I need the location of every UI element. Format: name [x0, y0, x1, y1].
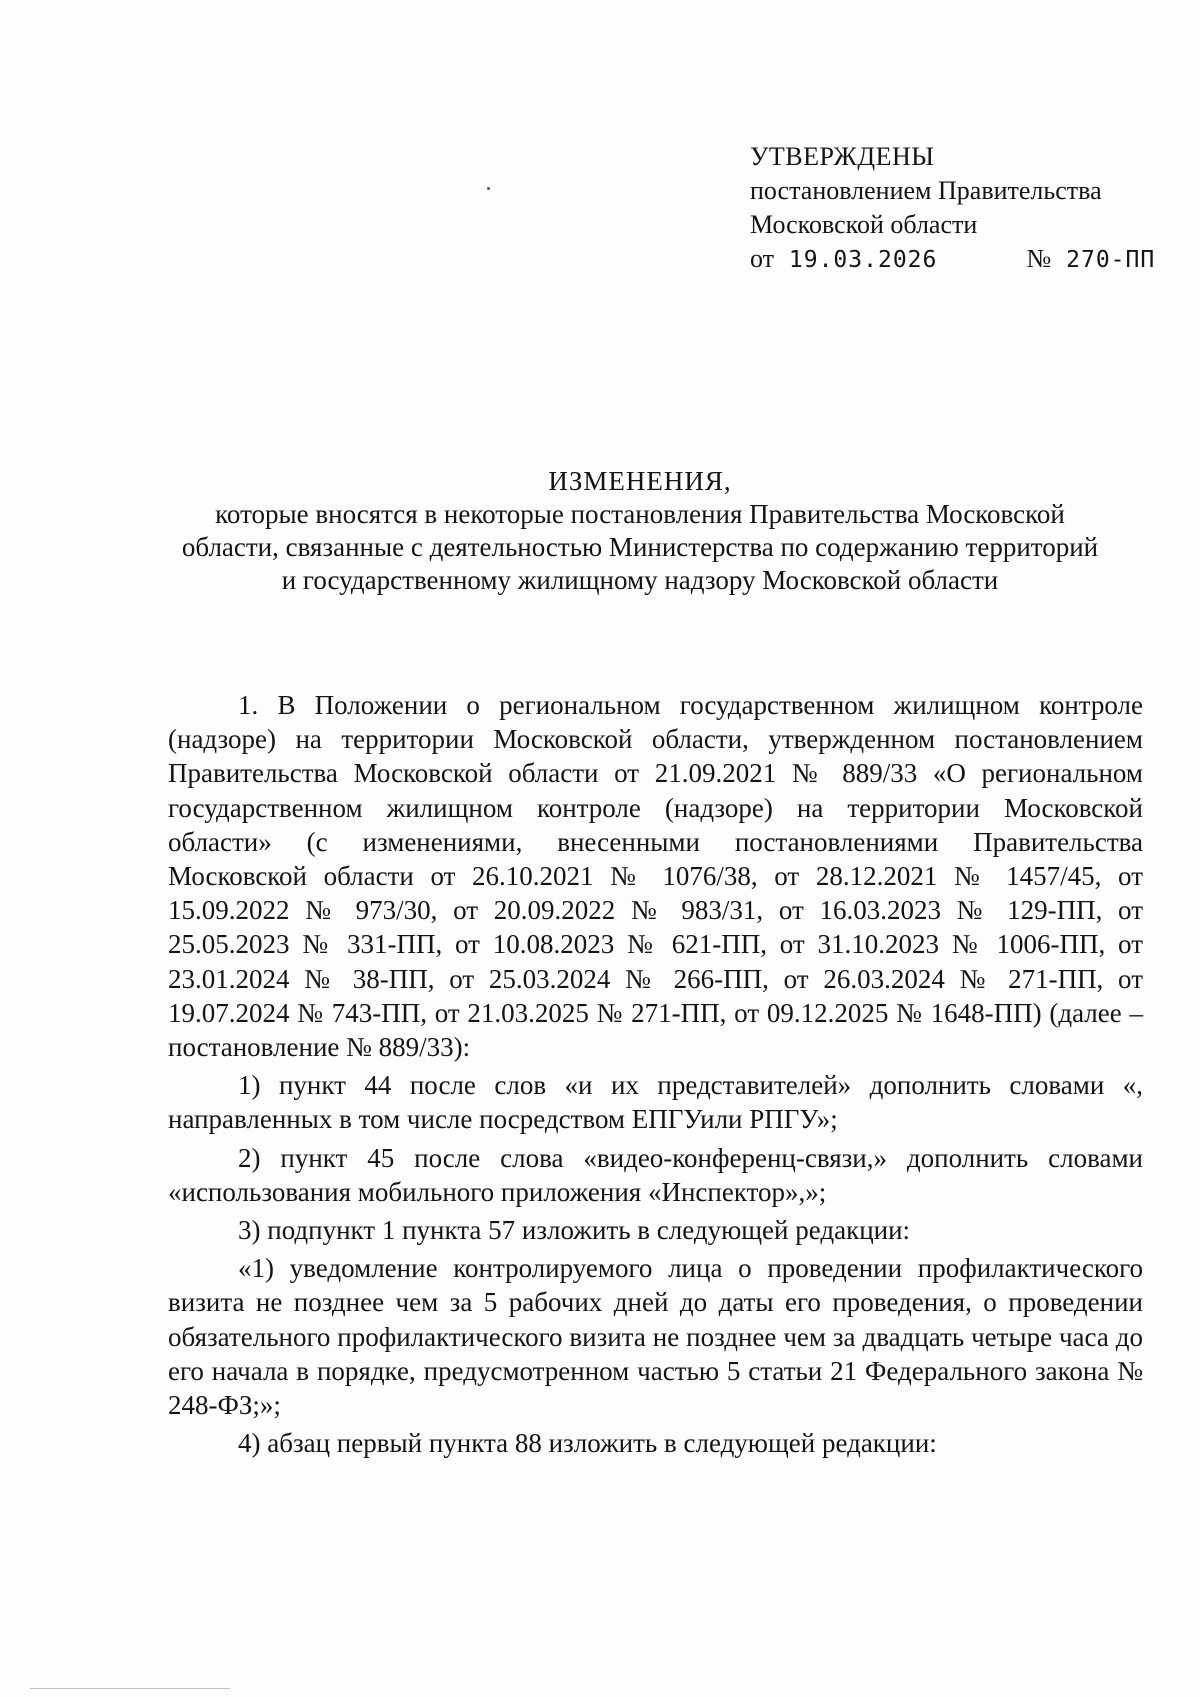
approval-stamp: [750, 140, 1160, 277]
amendment-item-4: 4) абзац первый пункта 88 изложить в следующей редакции:: [238, 1428, 937, 1459]
document-heading: [140, 465, 1140, 597]
paragraph-1: 1. В Положении о региональном государственном жилищном контроле (надзоре) на территории Московской области, утвержденном постановлением Правительства Московской области от 21.09.2021 № 889/33 «О региональном государственном жилищном контроле (надзоре) на территории Московской области» (с изменениями, внесенными постановлениями Правительства Московской области от 26.10.2021 № 1076/38, от 28.12.2021 № 1457/45, от 15.09.2022 № 973/30, от 20.09.2022 № 983/31, от 16.03.2023 № 129-ПП, от 25.05.2023 № 331-ПП, от 10.08.2023 № 621-ПП, от 31.10.2023 № 1006-ПП, от 23.01.2024 № 38-ПП, от 25.03.2024 № 266-ПП, от 26.03.2024 № 271-ПП, от 19.07.2024 № 743-ПП, от 21.03.2025 № 271-ПП, от 09.12.2025 № 1648-ПП) (далее – постановление № 889/33):: [168, 690, 1143, 1063]
document-body: [168, 688, 1143, 1460]
scan-artifact-line: [30, 1688, 230, 1689]
amendment-item-2: 2) пункт 45 после слова «видео-конференц-связи,» дополнить словами «использования мобильного приложения «Инспектор»,»;: [168, 1142, 1143, 1207]
approval-number: 270-ПП: [1066, 247, 1156, 273]
amendment-item-3: 3) подпункт 1 пункта 57 изложить в следующей редакции:: [238, 1215, 911, 1246]
heading-line-3: и государственному жилищному надзору Московской области: [281, 565, 999, 595]
amendment-item-3-text: «1) уведомление контролируемого лица о проведении профилактического визита не позднее чем за 5 рабочих дней до даты его проведения, о проведении обязательного профилактического визита не позднее чем за двадцать четыре часа до его начала в порядке, предусмотренном частью 5 статьи 21 Федерального закона № 248-ФЗ;»;: [168, 1253, 1143, 1421]
approval-line-2: Московской области: [750, 210, 978, 239]
approval-line-1: постановлением Правительства: [750, 176, 1102, 205]
date-prefix: от: [750, 244, 775, 273]
heading-line-2: области, связанные с деятельностью Министерства по содержанию территорий: [181, 532, 1099, 562]
scan-speck: [487, 187, 490, 190]
approval-date: 19.03.2026: [788, 247, 938, 273]
heading-title: ИЗМЕНЕНИЯ,: [548, 466, 732, 496]
heading-line-1: которые вносятся в некоторые постановления Правительства Московской: [215, 499, 1065, 529]
amendment-item-1: 1) пункт 44 после слов «и их представителей» дополнить словами «, направленных в том числе посредством ЕПГУили РПГУ»;: [168, 1070, 1143, 1135]
approval-date-line: [750, 242, 1160, 277]
number-prefix: №: [1026, 244, 1052, 273]
approved-label: УТВЕРЖДЕНЫ: [750, 142, 935, 171]
